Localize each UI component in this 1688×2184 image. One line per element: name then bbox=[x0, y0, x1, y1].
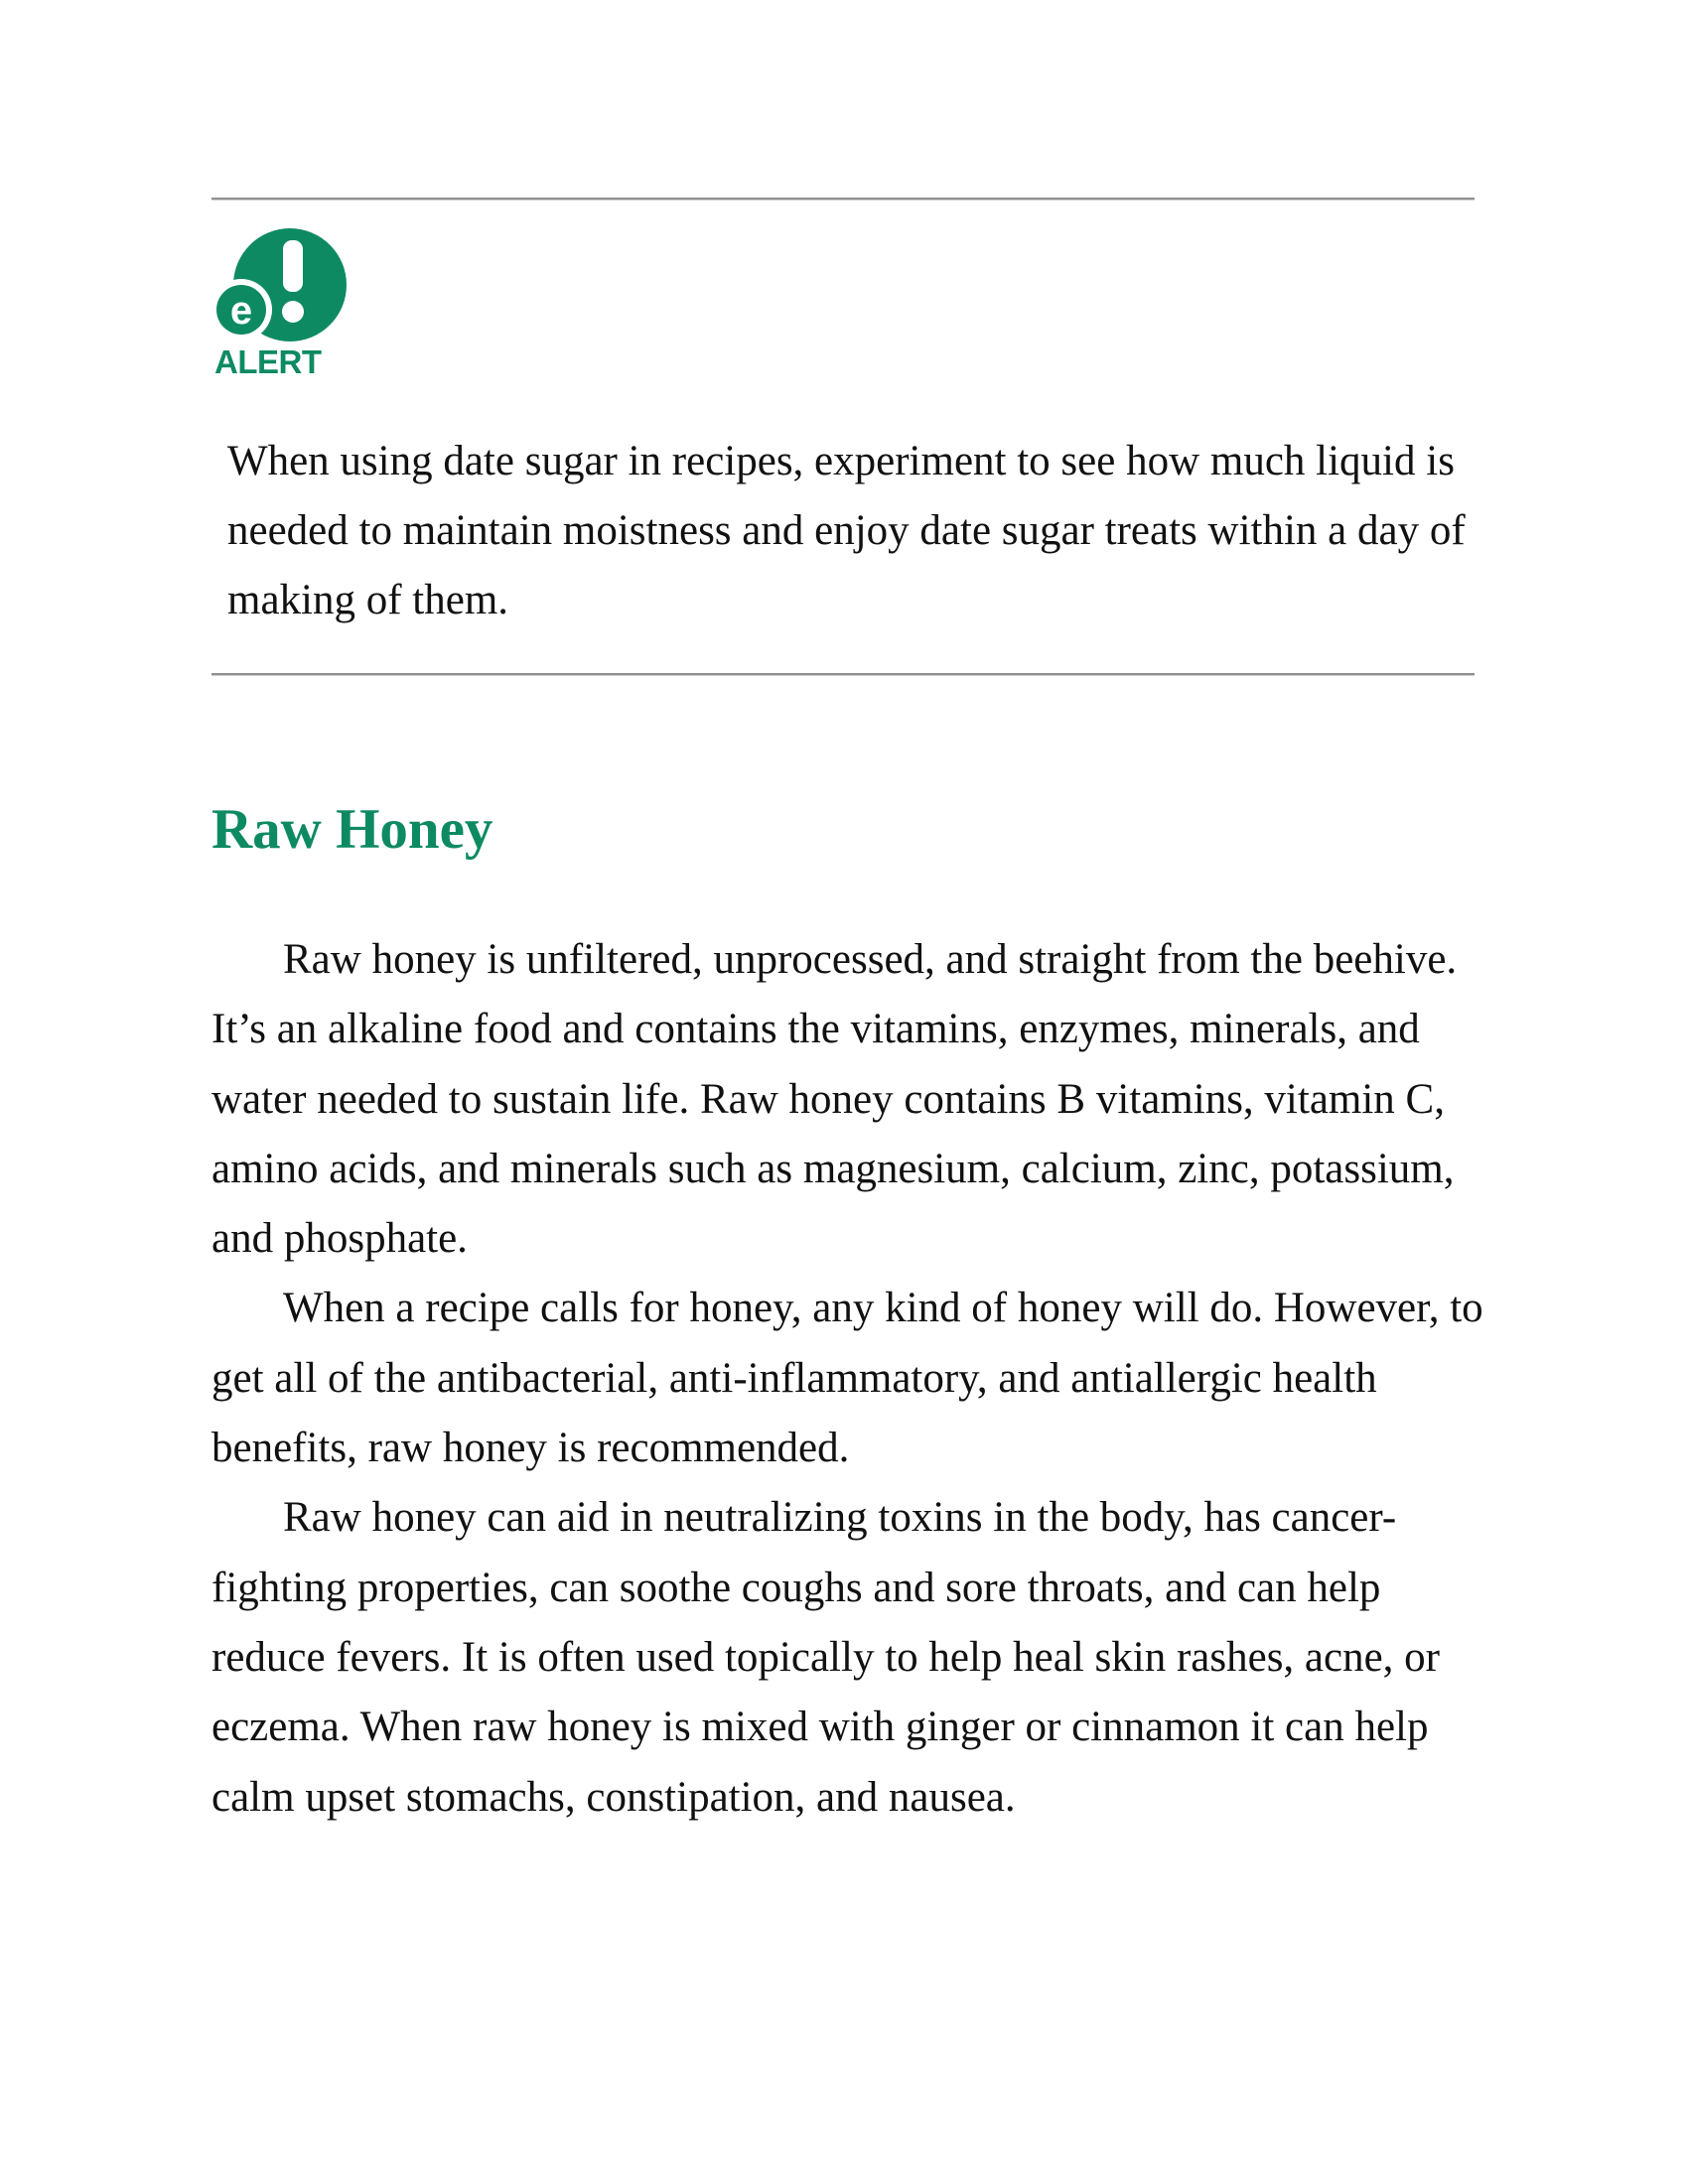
paragraph: Raw honey is unfiltered, unprocessed, and straight from the beehive. It’s an alkaline food and contains the vitamins, enzymes, minerals, and water needed to sustain life. Raw honey contains B vitamins, vitamin C, amino acids, and minerals such as magnesium, calcium, zinc, potassium, and phosphate. bbox=[211, 936, 1458, 1263]
alert-logo bbox=[211, 226, 350, 385]
alert-text: When using date sugar in recipes, experiment to see how much liquid is needed to maintain moistness and enjoy date sugar treats within a day of making of them. bbox=[227, 438, 1466, 623]
section-body bbox=[211, 925, 1492, 1833]
alert-top-divider bbox=[211, 198, 1475, 201]
paragraph: When a recipe calls for honey, any kind of honey will do. However, to get all of the antibacterial, anti-inflammatory, and antiallergic health benefits, raw honey is recommended. bbox=[211, 1285, 1483, 1472]
logo-letter: e bbox=[229, 289, 253, 333]
paragraph: Raw honey can aid in neutralizing toxins in the body, has cancer-fighting properties, can soothe coughs and sore throats, and can help reduce fevers. It is often used topically to help heal skin rashes, acne, or eczema. When raw honey is mixed with ginger or cinnamon it can help calm upset stomachs, constipation, and nausea. bbox=[211, 1494, 1441, 1821]
e-alert-icon bbox=[211, 226, 350, 345]
alert-label: ALERT bbox=[214, 343, 322, 380]
section-heading: Raw Honey bbox=[211, 798, 493, 861]
alert-bottom-divider bbox=[211, 673, 1475, 676]
